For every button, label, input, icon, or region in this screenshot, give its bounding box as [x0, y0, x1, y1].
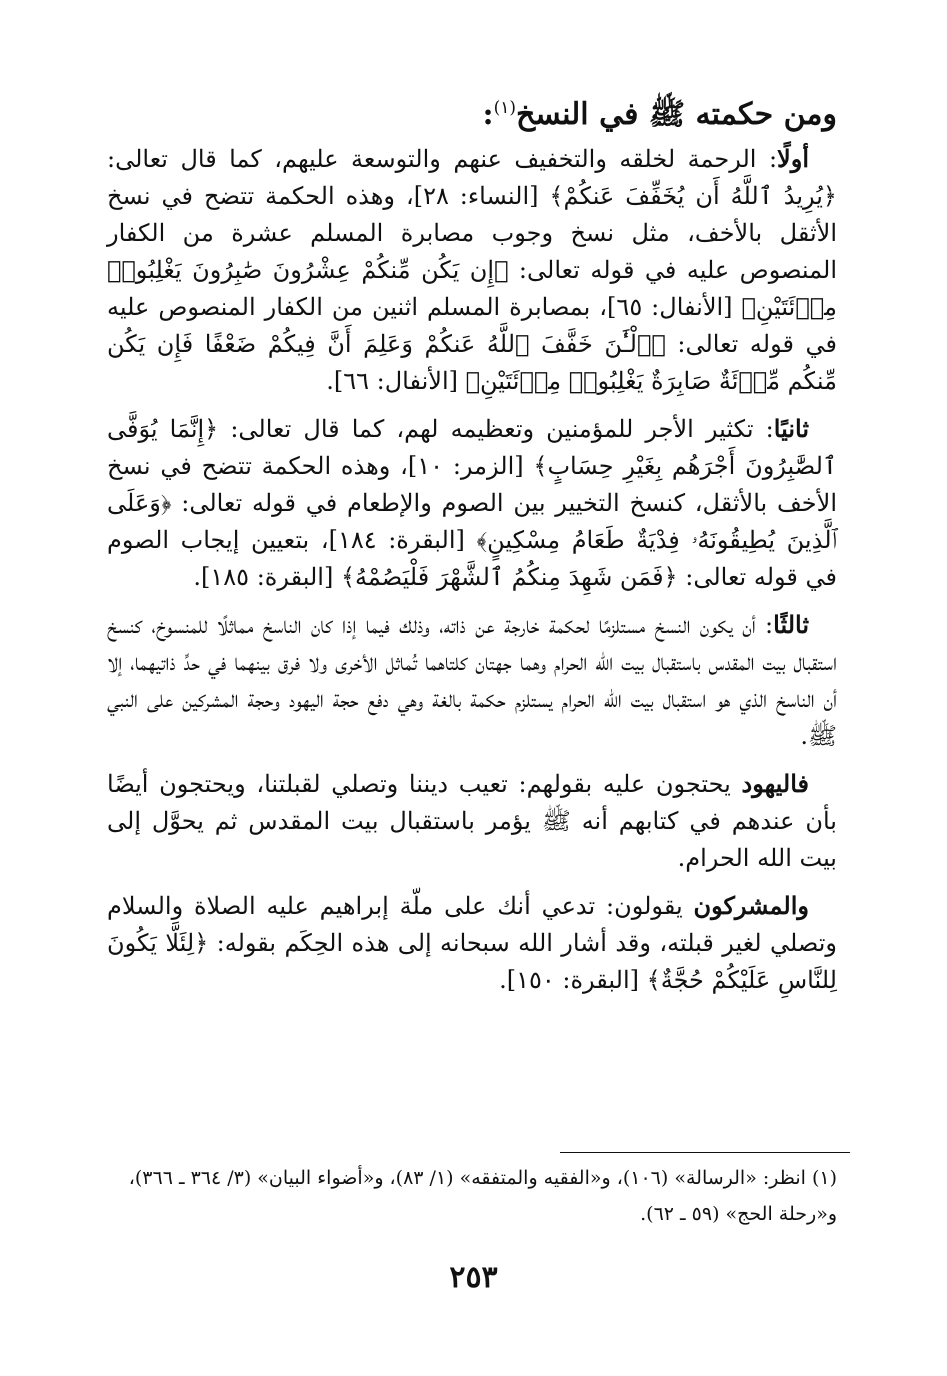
paragraph-lead: ثانيًا [773, 414, 809, 443]
paragraph-polytheists [107, 887, 837, 999]
paragraph-lead: فاليهود [741, 769, 809, 798]
heading-text: ومن حكمته ﷺ في النسخ [515, 97, 837, 132]
heading-suffix: : [482, 97, 494, 132]
footnote: (١) انظر: «الرسالة» (١٠٦)، و«الفقيه والمتفقه» (١/ ٨٣)، و«أضواء البيان» (٣/ ٣٦٤ ـ ٣٦٦)، و«رحلة الحج» (٥٩ ـ ٦٢). [128, 1167, 837, 1225]
paragraph-lead: أولًا [777, 144, 809, 173]
heading-footnote-marker: (١) [493, 98, 516, 118]
footnote-divider [560, 1152, 850, 1153]
paragraph-text: : تكثير الأجر للمؤمنين وتعظيمه لهم، كما قال تعالى: ﴿إِنَّمَا يُوَفَّى ٱلصَّٰبِرُونَ أَجْرَهُم بِغَيْرِ حِسَابٍ﴾ [الزمر: ١٠]، وهذه الحكمة تتضح في نسخ الأخف بالأثقل، كنسخ التخيير بين الصوم والإطعام في قوله تعالى: ﴿وَعَلَى ٱلَّذِينَ يُطِيقُونَهُۥ فِدْيَةٌ طَعَامُ مِسْكِينٍ﴾ [البقرة: ١٨٤]، بتعيين إيجاب الصوم في قوله تعالى: ﴿فَمَن شَهِدَ مِنكُمُ ٱلشَّهْرَ فَلْيَصُمْهُ﴾ [البقرة: ١٨٥]. [107, 415, 838, 591]
paragraph-lead: ثالثًا [773, 610, 809, 639]
page-number: ٢٥٣ [449, 1260, 498, 1295]
paragraph-text: يحتجون عليه بقولهم: تعيب ديننا وتصلي لقبلتنا، ويحتجون أيضًا بأن عندهم في كتابهم أنه ﷺ يؤمر باستقبال بيت المقدس ثم يحوَّل إلى بيت الله الحرام. [107, 770, 837, 872]
paragraph-text: يقولون: تدعي أنك على ملّة إبراهيم عليه الصلاة والسلام وتصلي لغير قبلته، وقد أشار الله سبحانه إلى هذه الحِكَم بقوله: ﴿لِئَلَّا يَكُونَ لِلنَّاسِ عَلَيْكُمْ حُجَّةٌ﴾ [البقرة: ١٥٠]. [107, 892, 837, 994]
paragraph-lead: والمشركون [693, 891, 809, 920]
paragraph-text: : أن يكون النسخ مستلزمًا لحكمة خارجة عن ذاته، وذلك فيما إذا كان الناسخ مماثلًا للمنسوخ، كنسخ استقبال بيت المقدس باستقبال بيت الله الحرام وهما جهتان كلتاهما تُماثل الأخرى ولا فرق بينهما في حدِّ ذاتيهما، إلا أن الناسخ الذي هو استقبال بيت الله الحرام يستلزم حكمة بالغة وهي دفع حجة اليهود وحجة المشركين على النبي ﷺ. [107, 611, 837, 750]
section-heading [97, 86, 837, 137]
paragraph-jews [107, 765, 837, 877]
body-text [107, 140, 837, 1009]
paragraph-first [107, 140, 837, 400]
paragraph-text: : الرحمة لخلقه والتخفيف عنهم والتوسعة عليهم، كما قال تعالى: ﴿يُرِيدُ ٱللَّهُ أَن يُخَفِّفَ عَنكُمْ﴾ [النساء: ٢٨]، وهذه الحكمة تتضح في نسخ الأثقل بالأخف، مثل نسخ وجوب مصابرة المسلم عشرة من الكفار المنصوص عليه في قوله تعالى: ﴿إِن يَكُن مِّنكُمْ عِشْرُونَ صَٰبِرُونَ يَغْلِبُوا۟ مِا۟ئَتَيْنِ﴾ [الأنفال: ٦٥]، بمصابرة المسلم اثنين من الكفار المنصوص عليه في قوله تعالى: ﴿ٱلْـَٰٔنَ خَفَّفَ ٱللَّهُ عَنكُمْ وَعَلِمَ أَنَّ فِيكُمْ ضَعْفًا فَإِن يَكُن مِّنكُم مِّا۟ئَةٌ صَابِرَةٌ يَغْلِبُوا۟ مِا۟ئَتَيْنِ﴾ [الأنفال: ٦٦]. [107, 145, 837, 395]
paragraph-third [107, 606, 837, 755]
paragraph-second [107, 410, 837, 596]
